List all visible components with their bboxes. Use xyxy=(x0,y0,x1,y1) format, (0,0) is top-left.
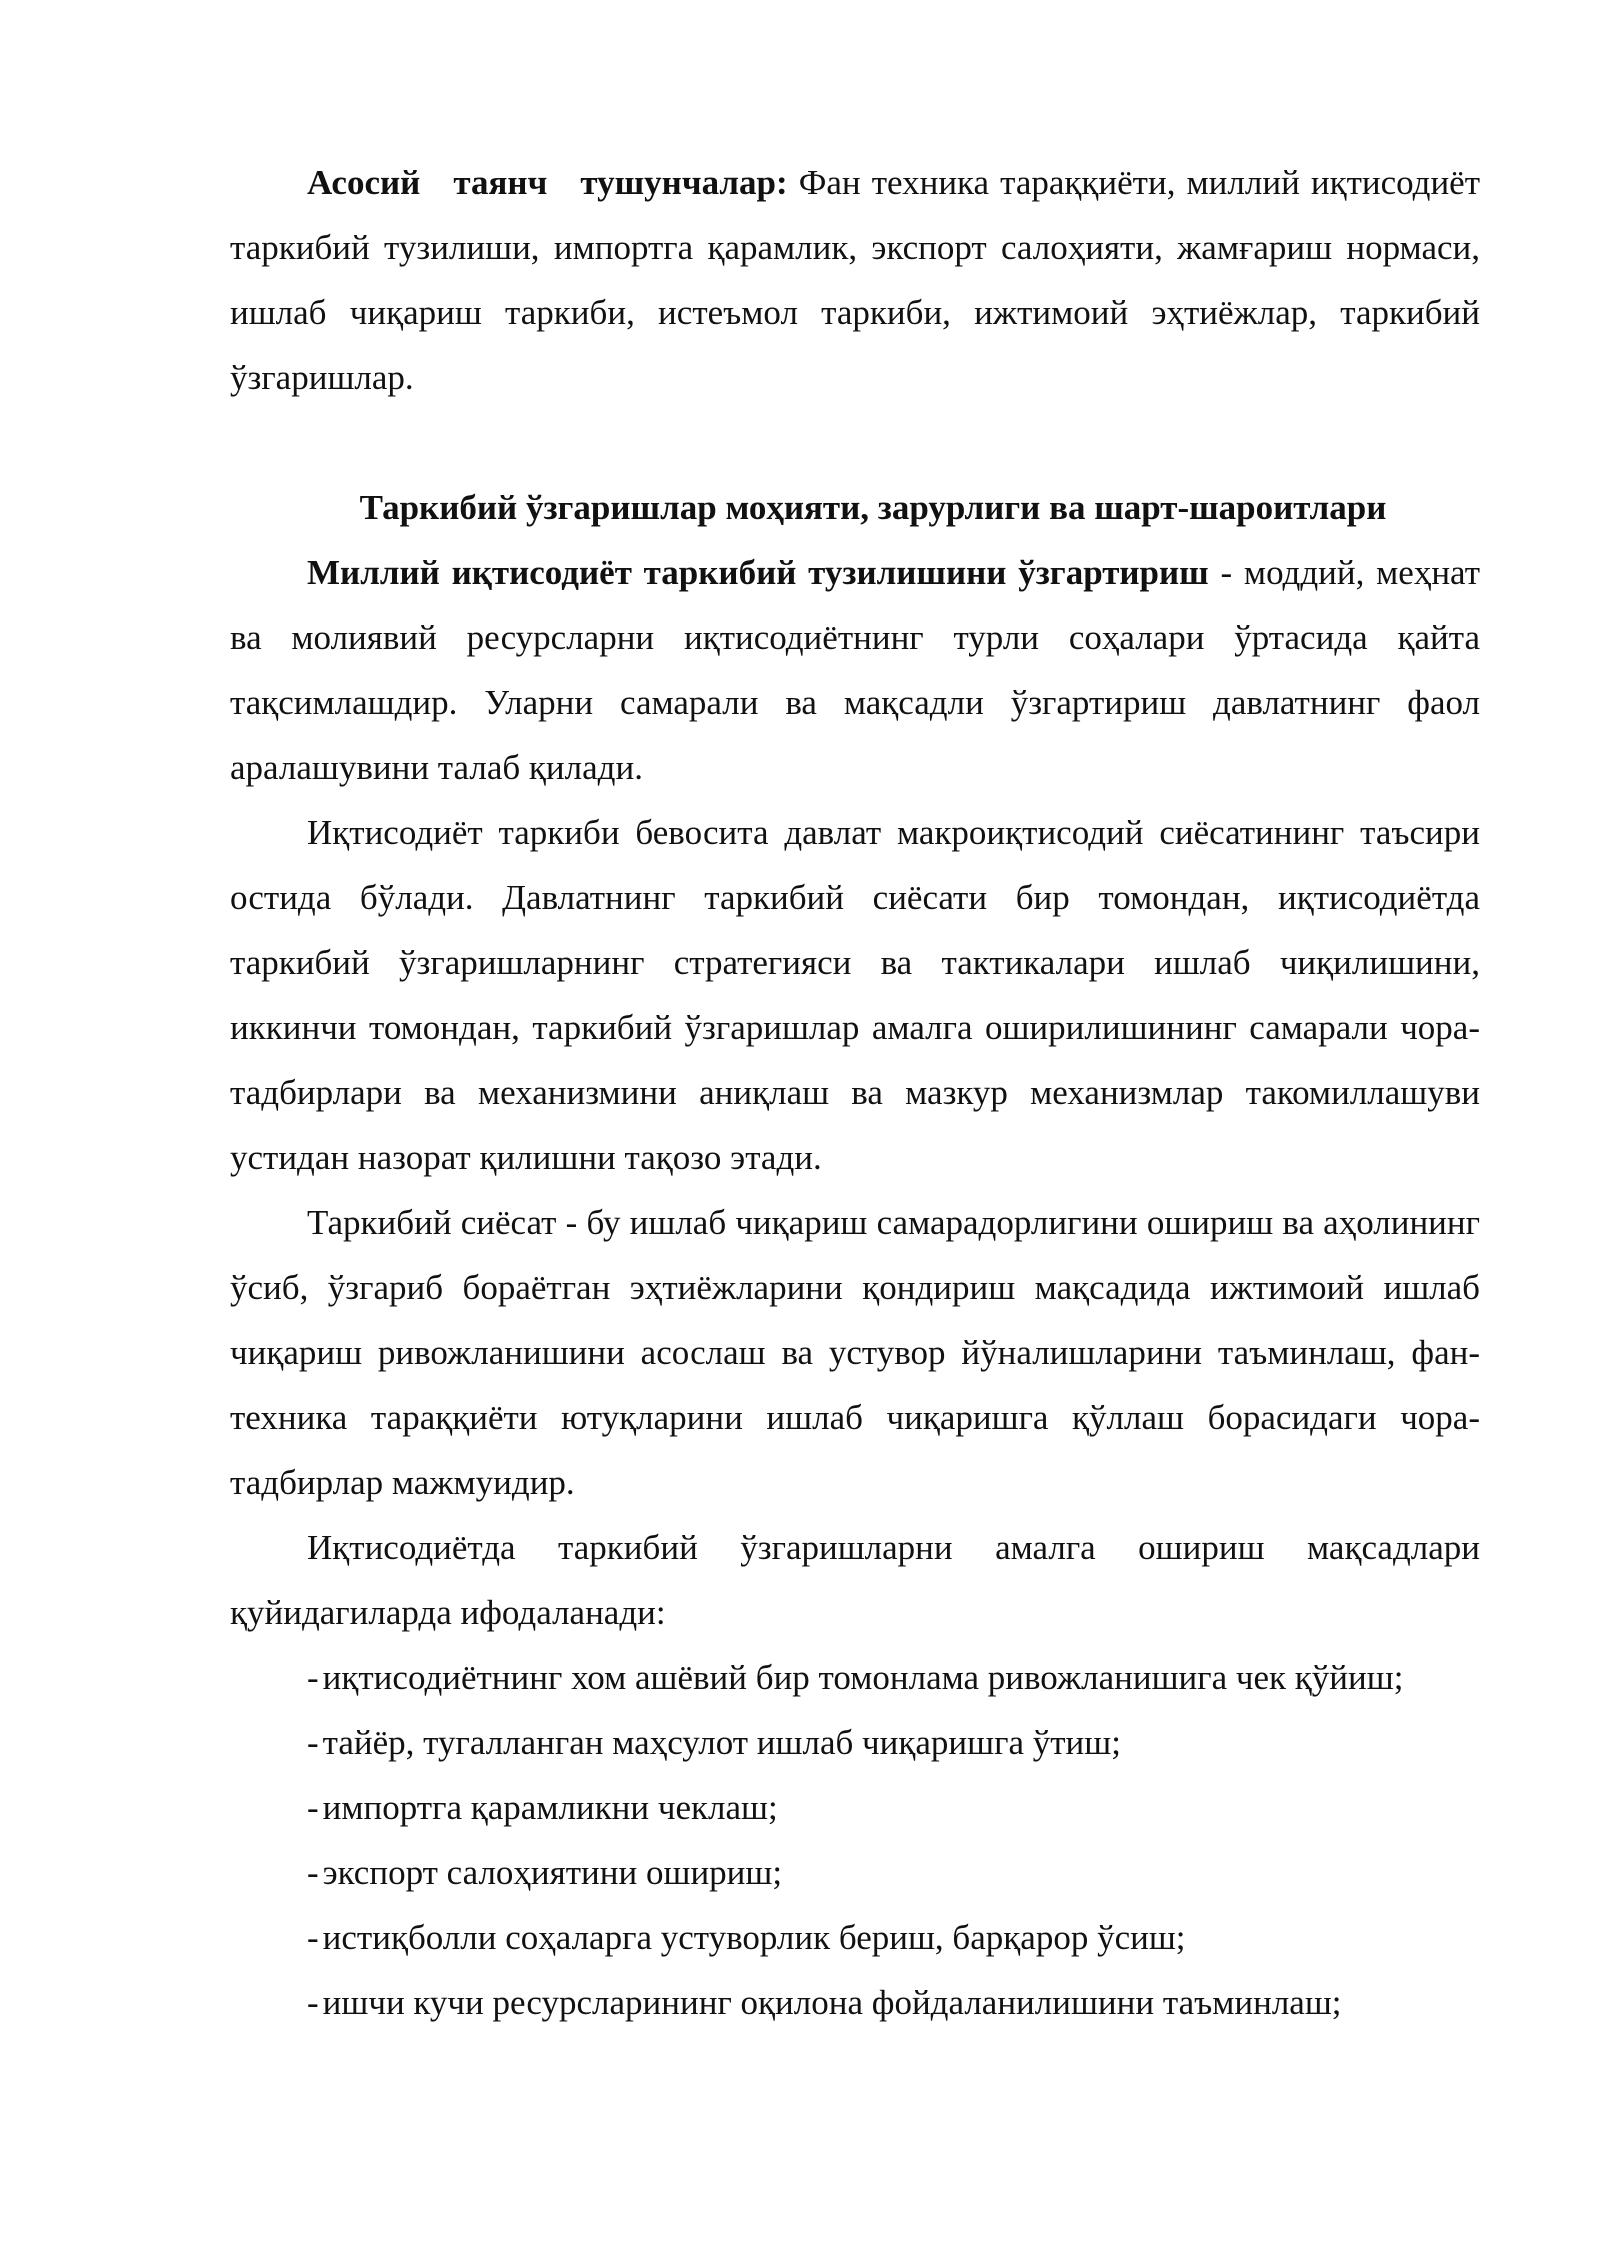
paragraph-1-text: - моддий, меҳнат ва молиявий ресурсларни иқтисодиётнинг турли соҳалари ўртасида қайта тақсимлашдир. Уларни самарали ва мақсадли ўзгартириш давлатнинг фаол аралашувини талаб қилади. xyxy=(230,553,1480,787)
goals-list-item-text: тайёр, тугалланган маҳсулот ишлаб чиқаришга ўтиш; xyxy=(322,1723,1121,1762)
goals-list-item xyxy=(307,1970,1480,2035)
goals-list-item-text: истиқболли соҳаларга устуворлик бериш, барқарор ўсиш; xyxy=(322,1918,1186,1957)
list-dash: - xyxy=(307,1723,319,1762)
goals-list-item xyxy=(307,1775,1480,1840)
goals-list-item xyxy=(307,1905,1480,1970)
key-concepts-text: Фан техника тараққиёти, миллий иқтисодиёт таркибий тузилиши, импортга қарамлик, экспорт салоҳияти, жамғариш нормаси, ишлаб чиқариш таркиби, истеъмол таркиби, ижтимоий эҳтиёжлар, таркибий ўзгаришлар. xyxy=(230,163,1481,397)
list-dash: - xyxy=(307,1788,319,1827)
paragraph-1-bold-term: Миллий иқтисодиёт таркибий тузилишини ўзгартириш xyxy=(307,553,1209,592)
paragraph-4: Иқтисодиётда таркибий ўзгаришларни амалга ошириш мақсадлари қуйидагиларда ифодаланади: xyxy=(230,1528,1480,1632)
paragraph-3: Таркибий сиёсат - бу ишлаб чиқариш самарадорлигини ошириш ва аҳолининг ўсиб, ўзгариб бораётган эҳтиёжларини қондириш мақсадида ижтимоий ишлаб чиқариш ривожланишини асослаш ва устувор йўналишларини таъминлаш, фан-техника тараққиёти ютуқларини ишлаб чиқаришга қўллаш борасидаги чора-тадбирлар мажмуидир. xyxy=(230,1203,1480,1502)
list-dash: - xyxy=(307,1853,319,1892)
goals-list-item-text: импортга қарамликни чеклаш; xyxy=(322,1788,778,1827)
key-concepts-paragraph xyxy=(230,150,1480,410)
list-dash: - xyxy=(307,1658,319,1697)
paragraph-2: Иқтисодиёт таркиби бевосита давлат макроиқтисодий сиёсатининг таъсири остида бўлади. Давлатнинг таркибий сиёсати бир томондан, иқтисодиётда таркибий ўзгаришларнинг стратегияси ва тактикалари ишлаб чиқилишини, иккинчи томондан, таркибий ўзгаришлар амалга оширилишининг самарали чора-тадбирлари ва механизмини аниқлаш ва мазкур механизмлар такомиллашуви устидан назорат қилишни тақозо этади. xyxy=(230,813,1480,1177)
goals-list-item xyxy=(307,1840,1480,1905)
document-page xyxy=(230,150,1480,2035)
paragraph-1 xyxy=(230,540,1480,800)
goals-list-item-text: экспорт салоҳиятини ошириш; xyxy=(322,1853,783,1892)
list-dash: - xyxy=(307,1983,319,2022)
goals-list-item-text: ишчи кучи ресурсларининг оқилона фойдаланилишини таъминлаш; xyxy=(322,1983,1342,2022)
goals-list-item-text: иқтисодиётнинг хом ашёвий бир томонлама ривожланишига чек қўйиш; xyxy=(322,1658,1404,1697)
goals-list-item xyxy=(307,1710,1480,1775)
key-concepts-label: Асосий таянч тушунчалар: xyxy=(307,163,788,202)
goals-list xyxy=(230,1645,1480,2035)
section-heading: Таркибий ўзгаришлар моҳияти, зарурлиги ва шарт-шароитлари xyxy=(359,488,1387,527)
list-dash: - xyxy=(307,1918,319,1957)
goals-list-item xyxy=(307,1645,1480,1710)
